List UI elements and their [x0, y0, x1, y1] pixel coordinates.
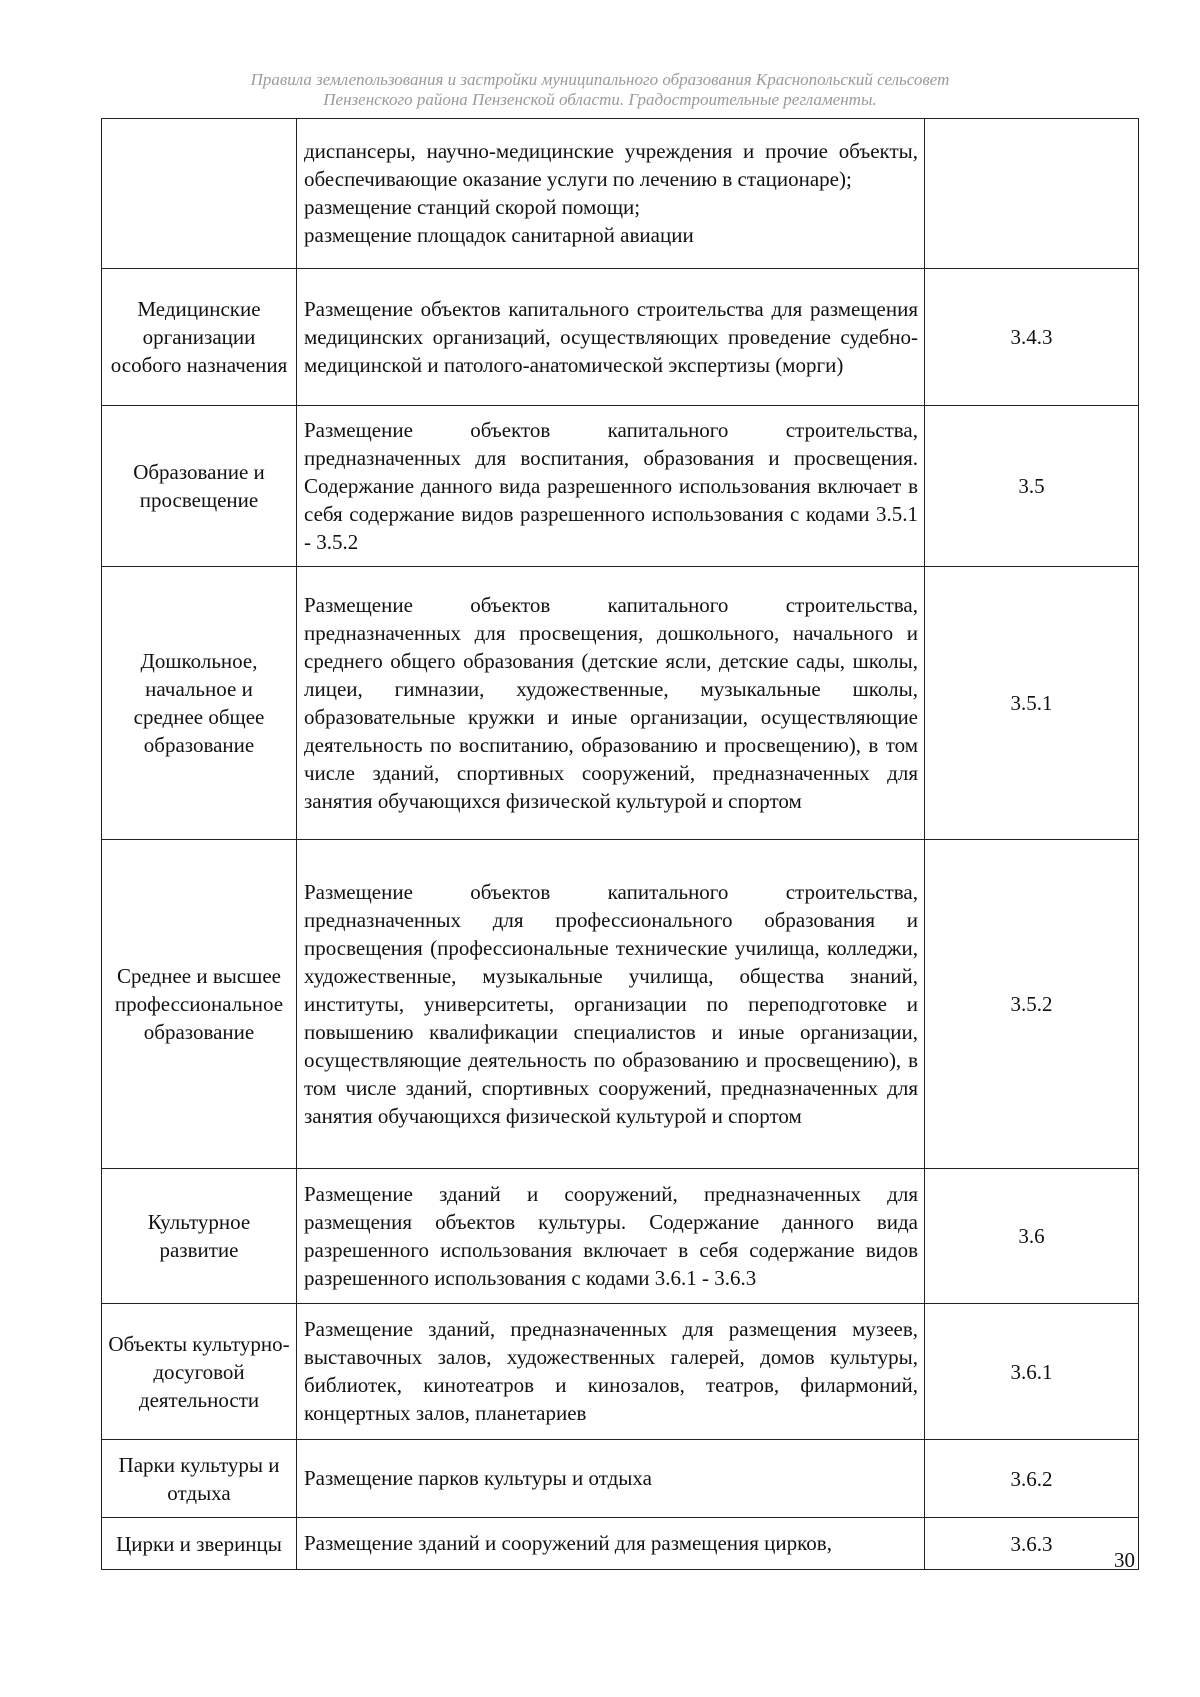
row-code-cell: 3.5.1 [925, 567, 1139, 840]
table-row [102, 119, 1139, 269]
row-name-cell: Образование и просвещение [102, 406, 297, 567]
row-code-cell: 3.4.3 [925, 269, 1139, 406]
description-line: размещение станций скорой помощи; [304, 195, 641, 219]
row-description-cell: Размещение зданий и сооружений, предназначенных для размещения объектов культуры. Содержание данного вида разрешенного использования включает в себя содержание видов разрешенного использования с кодами 3.6.1 - 3.6.3 [297, 1169, 925, 1304]
row-description-cell: Размещение зданий и сооружений для размещения цирков, [297, 1518, 925, 1570]
table-row [102, 1518, 1139, 1570]
row-description-cell: Размещение объектов капитального строительства, предназначенных для воспитания, образования и просвещения. Содержание данного вида разрешенного использования включает в себя содержание видов разрешенного использования с кодами 3.5.1 - 3.5.2 [297, 406, 925, 567]
header-line-2: Пензенского района Пензенской области. Градостроительные регламенты. [323, 90, 877, 109]
table-row [102, 406, 1139, 567]
row-name-cell: Среднее и высшее профессиональное образование [102, 840, 297, 1169]
description-line: диспансеры, научно-медицинские учреждения и прочие объекты, обеспечивающие оказание услуги по лечению в стационаре); [304, 139, 918, 191]
table-row [102, 269, 1139, 406]
row-description-cell: Размещение объектов капитального строительства для размещения медицинских организаций, осуществляющих проведение судебно-медицинской и патолого-анатомической экспертизы (морги) [297, 269, 925, 406]
table-row [102, 1169, 1139, 1304]
running-header [0, 70, 1200, 110]
row-name-cell [102, 119, 297, 269]
table-row [102, 1304, 1139, 1440]
table-row [102, 567, 1139, 840]
row-code-cell: 3.6.2 [925, 1440, 1139, 1518]
row-name-cell: Культурное развитие [102, 1169, 297, 1304]
row-name-cell: Медицинские организации особого назначения [102, 269, 297, 406]
row-name-cell: Цирки и зверинцы [102, 1518, 297, 1570]
row-code-cell: 3.6 [925, 1169, 1139, 1304]
page-number: 30 [1114, 1548, 1135, 1572]
row-code-cell: 3.5 [925, 406, 1139, 567]
row-description-cell: Размещение парков культуры и отдыха [297, 1440, 925, 1518]
header-line-1: Правила землепользования и застройки муниципального образования Краснопольский сельсовет [250, 70, 950, 89]
table-row [102, 1440, 1139, 1518]
row-description-cell: Размещение зданий, предназначенных для размещения музеев, выставочных залов, художественных галерей, домов культуры, библиотек, кинотеатров и кинозалов, театров, филармоний, концертных залов, планетариев [297, 1304, 925, 1440]
row-code-cell: 3.6.1 [925, 1304, 1139, 1440]
row-code-cell [925, 119, 1139, 269]
row-code-cell: 3.5.2 [925, 840, 1139, 1169]
table-row [102, 840, 1139, 1169]
land-use-regulations-table [101, 118, 1139, 1570]
row-description-cell: Размещение объектов капитального строительства, предназначенных для профессионального образования и просвещения (профессиональные технические училища, колледжи, художественные, музыкальные училища, общества знаний, институты, университеты, организации по переподготовке и повышению квалификации специалистов и иные организации, осуществляющие деятельность по образованию и просвещению), в том числе зданий, спортивных сооружений, предназначенных для занятия обучающихся физической культурой и спортом [297, 840, 925, 1169]
row-name-cell: Объекты культурно-досуговой деятельности [102, 1304, 297, 1440]
row-code-cell: 3.6.3 [925, 1518, 1139, 1570]
row-name-cell: Дошкольное, начальное и среднее общее образование [102, 567, 297, 840]
row-description-cell [297, 119, 925, 269]
row-name-cell: Парки культуры и отдыха [102, 1440, 297, 1518]
description-line: размещение площадок санитарной авиации [304, 223, 694, 247]
row-description-cell: Размещение объектов капитального строительства, предназначенных для просвещения, дошкольного, начального и среднего общего образования (детские ясли, детские сады, школы, лицеи, гимназии, художественные, музыкальные школы, образовательные кружки и иные организации, осуществляющие деятельность по воспитанию, образованию и просвещению), в том числе зданий, спортивных сооружений, предназначенных для занятия обучающихся физической культурой и спортом [297, 567, 925, 840]
